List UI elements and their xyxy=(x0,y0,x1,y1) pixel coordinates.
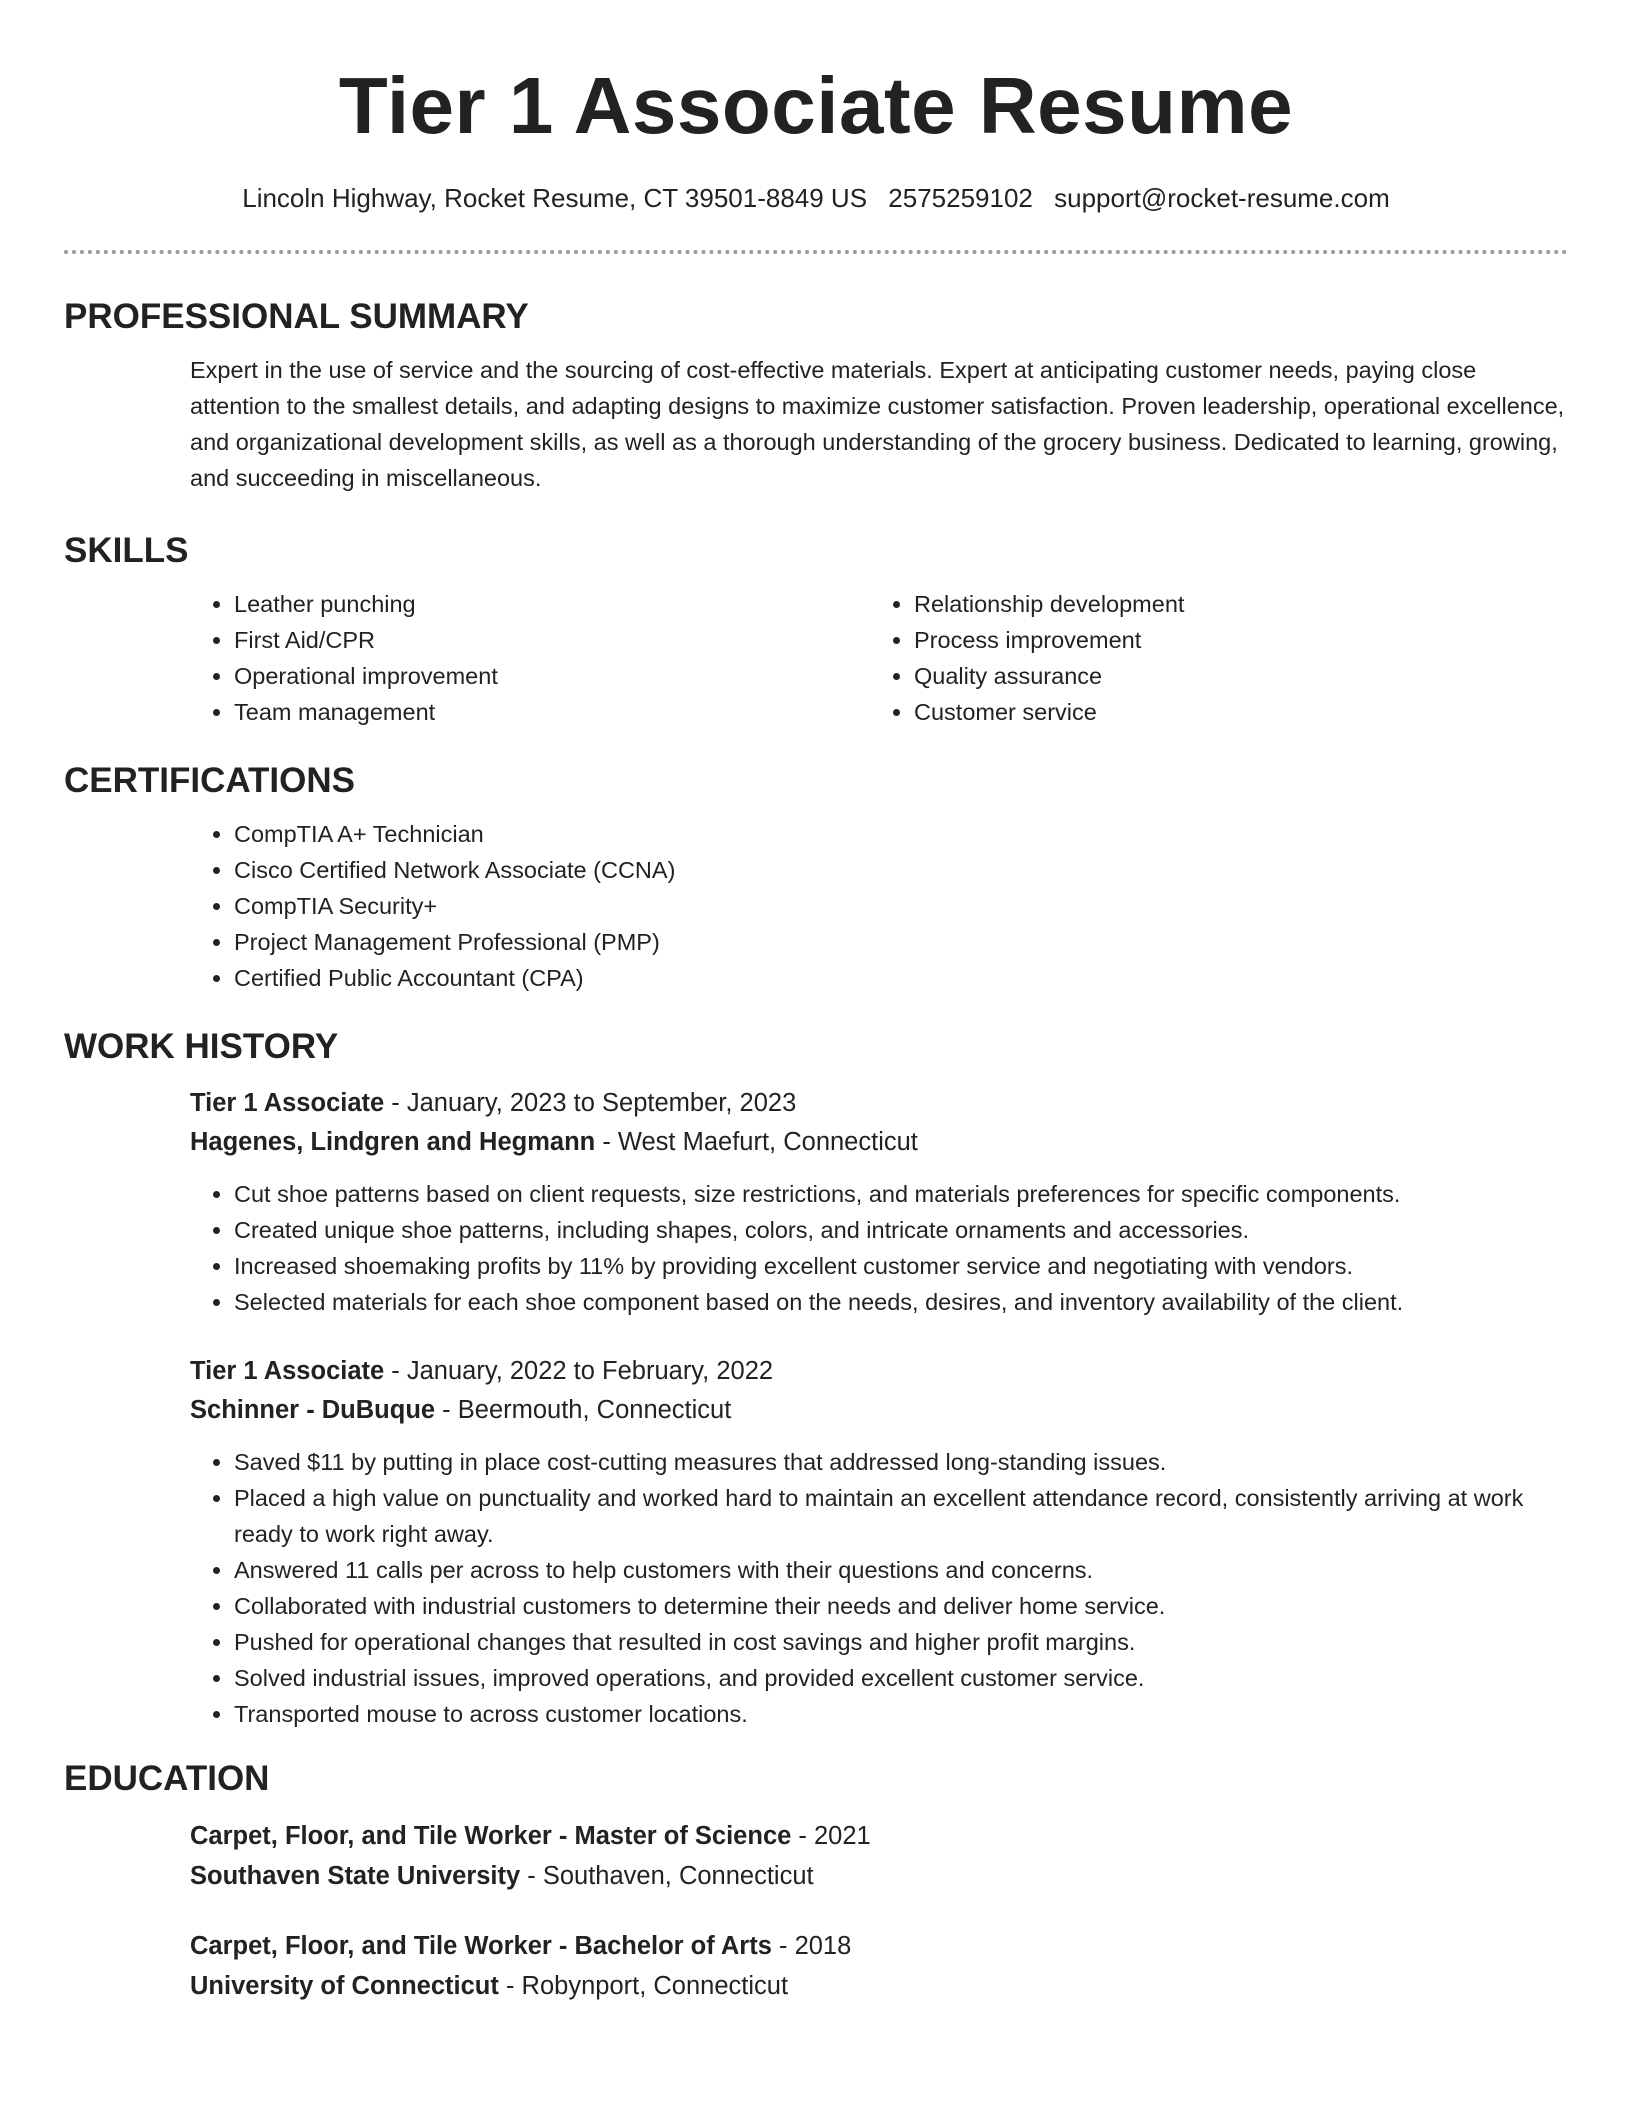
job-entry xyxy=(190,1084,1568,1320)
certification-item: • CompTIA Security+ xyxy=(234,888,1568,924)
skill-item: • Leather punching xyxy=(234,586,870,622)
job-bullets xyxy=(190,1444,1568,1732)
skill-item: • Relationship development xyxy=(914,586,1550,622)
certification-item: • Project Management Professional (PMP) xyxy=(234,924,1568,960)
summary-text: Expert in the use of service and the sourcing of cost-effective materials. Expert at anticipating customer needs, paying close attention to the smallest details, and adapting designs to maximize customer satisfaction. Proven leadership, operational excellence, and organizational development skills, as well as a thorough understanding of the grocery business. Dedicated to learning, growing, and succeeding in miscellaneous. xyxy=(190,357,1565,491)
education-school: Southaven State University xyxy=(190,1862,521,1890)
job-dates: - January, 2023 to September, 2023 xyxy=(384,1089,797,1117)
education-location: - Robynport, Connecticut xyxy=(498,1972,789,2000)
skill-item: • Operational improvement xyxy=(234,658,870,694)
job-bullet: • Collaborated with industrial customers to determine their needs and deliver home service. xyxy=(234,1588,1568,1624)
job-bullet: • Increased shoemaking profits by 11% by providing excellent customer service and negotiating with vendors. xyxy=(234,1248,1568,1284)
education-degree: Carpet, Floor, and Tile Worker - Master of Science xyxy=(190,1822,792,1850)
skills-column-right xyxy=(870,586,1550,730)
job-bullet: • Saved $11 by putting in place cost-cutting measures that addressed long-standing issues. xyxy=(234,1444,1568,1480)
certifications-heading: CERTIFICATIONS xyxy=(64,761,356,800)
header-divider xyxy=(64,250,1568,254)
job-company-line xyxy=(190,1123,1568,1162)
job-company: Hagenes, Lindgren and Hegmann xyxy=(190,1128,596,1156)
contact-line xyxy=(64,180,1568,216)
job-bullet: • Selected materials for each shoe component based on the needs, desires, and inventory availability of the client. xyxy=(234,1284,1568,1320)
work-history-heading: WORK HISTORY xyxy=(64,1027,339,1066)
job-location: - West Maefurt, Connecticut xyxy=(595,1128,918,1156)
job-title: Tier 1 Associate xyxy=(190,1357,385,1385)
job-bullet: • Solved industrial issues, improved operations, and provided excellent customer service. xyxy=(234,1660,1568,1696)
job-company: Schinner - DuBuque xyxy=(190,1396,436,1424)
job-entry xyxy=(190,1352,1568,1732)
skills-column-left xyxy=(190,586,870,730)
job-title: Tier 1 Associate xyxy=(190,1089,385,1117)
job-dates: - January, 2022 to February, 2022 xyxy=(384,1357,774,1385)
job-location: - Beermouth, Connecticut xyxy=(435,1396,732,1424)
resume-title: Tier 1 Associate Resume xyxy=(338,61,1294,150)
education-entry xyxy=(190,1926,1568,2006)
skill-item: • First Aid/CPR xyxy=(234,622,870,658)
job-bullet: • Answered 11 calls per across to help customers with their questions and concerns. xyxy=(234,1552,1568,1588)
education-degree: Carpet, Floor, and Tile Worker - Bachelor of Arts xyxy=(190,1932,772,1960)
education-year: - 2021 xyxy=(791,1822,871,1850)
education-location: - Southaven, Connecticut xyxy=(520,1862,814,1890)
job-bullet: • Created unique shoe patterns, including shapes, colors, and intricate ornaments and accessories. xyxy=(234,1212,1568,1248)
job-bullet: • Cut shoe patterns based on client requests, size restrictions, and materials preferences for specific components. xyxy=(234,1176,1568,1212)
certification-item: • Certified Public Accountant (CPA) xyxy=(234,960,1568,996)
certifications-list xyxy=(190,816,1568,996)
contact-phone: 2575259102 xyxy=(888,183,1033,213)
job-title-line xyxy=(190,1352,1568,1391)
job-title-line xyxy=(190,1084,1568,1123)
skill-item: • Customer service xyxy=(914,694,1550,730)
job-bullet: • Pushed for operational changes that resulted in cost savings and higher profit margins. xyxy=(234,1624,1568,1660)
education-entry xyxy=(190,1816,1568,1896)
skill-item: • Process improvement xyxy=(914,622,1550,658)
education-school-line xyxy=(190,1856,1568,1896)
education-year: - 2018 xyxy=(771,1932,852,1960)
education-degree-line xyxy=(190,1926,1568,1966)
contact-email: support@rocket-resume.com xyxy=(1054,183,1390,213)
summary-heading: PROFESSIONAL SUMMARY xyxy=(64,297,529,336)
education-degree-line xyxy=(190,1816,1568,1856)
education-heading: EDUCATION xyxy=(64,1759,270,1798)
contact-address: Lincoln Highway, Rocket Resume, CT 39501-8849 US xyxy=(242,183,868,213)
skills-list xyxy=(190,586,1568,730)
education-school: University of Connecticut xyxy=(190,1972,499,2000)
job-company-line xyxy=(190,1391,1568,1430)
job-bullets xyxy=(190,1176,1568,1320)
job-bullet: • Placed a high value on punctuality and worked hard to maintain an excellent attendance record, consistently arriving at work ready to work right away. xyxy=(234,1480,1568,1552)
resume-content xyxy=(64,290,1568,2006)
skills-heading: SKILLS xyxy=(64,531,189,570)
certification-item: • CompTIA A+ Technician xyxy=(234,816,1568,852)
education-school-line xyxy=(190,1966,1568,2006)
skill-item: • Quality assurance xyxy=(914,658,1550,694)
certification-item: • Cisco Certified Network Associate (CCNA) xyxy=(234,852,1568,888)
skill-item: • Team management xyxy=(234,694,870,730)
job-bullet: • Transported mouse to across customer locations. xyxy=(234,1696,1568,1732)
